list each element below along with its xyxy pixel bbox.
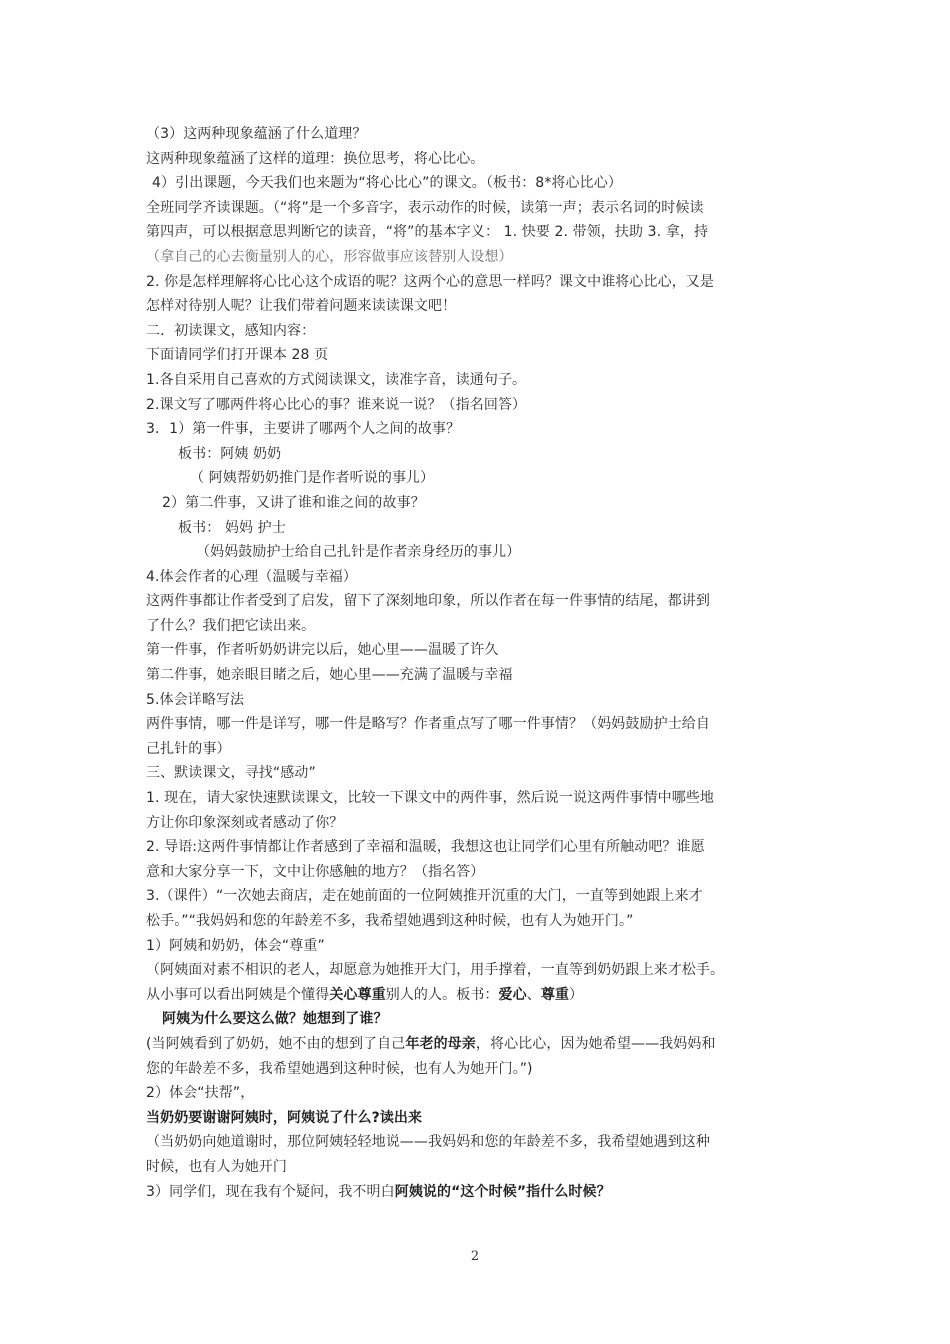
text-line: 两件事情，哪一件是详写，哪一件是略写？作者重点写了哪一件事情？（妈妈鼓励护士给自 xyxy=(146,716,710,733)
text-line: 5.体会详略写法 xyxy=(146,691,245,708)
section-heading: 三、默读课文，寻找“感动” xyxy=(146,765,316,782)
text-line xyxy=(146,1032,826,1057)
text-line: （妈妈鼓励护士给自己扎针是作者亲身经历的事儿） xyxy=(196,544,521,561)
text-line: 这两件事都让作者受到了启发，留下了深刻地印象，所以作者在每一件事情的结尾，都讲到 xyxy=(146,593,710,610)
board-note: 板书： 妈妈 护士 xyxy=(178,519,286,536)
emphasis-line: 阿姨为什么要这么做？她想到了谁？ xyxy=(162,1011,388,1028)
text-line: （当奶奶向她道谢时，那位阿姨轻轻地说——我妈妈和您的年龄差不多，我希望她遇到这种 xyxy=(146,1134,710,1151)
text-line: 怎样对待别人呢？让我们带着问题来读读课文吧！ xyxy=(146,298,457,315)
emphasis-text: 关心尊重 xyxy=(329,986,386,1003)
text-line: 2）第二件事，又讲了谁和谁之间的故事？ xyxy=(162,494,425,511)
text-line: 您的年龄差不多，我希望她遇到这种时候，也有人为她开门。”) xyxy=(146,1060,533,1077)
text-line: 了什么？我们把它读出来。 xyxy=(146,617,316,634)
text-line: （阿姨面对素不相识的老人，却愿意为她推开大门，用手撑着，一直等到奶奶跟上来才松手。 xyxy=(146,962,725,979)
text-line: 4.体会作者的心理（温暖与幸福） xyxy=(146,568,357,585)
text-line: 这两种现象蕴涵了这样的道理：换位思考，将心比心。 xyxy=(146,150,485,167)
text-line: （ 阿姨帮奶奶推门是作者听说的事儿） xyxy=(190,470,435,487)
text-line: 1.各自采用自己喜欢的方式阅读课文，读准字音，读通句子。 xyxy=(146,371,527,388)
text-segment: 别人的人。板书： xyxy=(385,986,499,1003)
emphasis-text: 阿姨说的“这个时候”指什么时候？ xyxy=(394,1183,611,1200)
text-line: 方让你印象深刻或者感动了你？ xyxy=(146,814,344,831)
text-line: 2. 导语:这两件事情都让作者感到了幸福和温暖，我想这也让同学们心里有所触动吧？谁愿 xyxy=(146,839,705,856)
text-line: 3.（课件）“一次她去商店，走在她前面的一位阿姨推开沉重的大门，一直等到她跟上来才 xyxy=(146,888,703,905)
text-line: 4）引出课题，今天我们也来题为“将心比心”的课文。（板书：8*将心比心） xyxy=(152,175,622,192)
text-segment: 3）同学们，现在我有个疑问，我不明白 xyxy=(146,1183,395,1200)
text-line: 松手。”“我妈妈和您的年龄差不多，我希望她遇到这种时候，也有人为她开门。” xyxy=(146,913,634,929)
text-line: 3．1）第一件事，主要讲了哪两个人之间的故事？ xyxy=(146,421,461,438)
emphasis-text: 爱心 xyxy=(498,986,527,1003)
text-line: 全班同学齐读课题。（“将”是一个多音字，表示动作的时候，读第一声；表示名词的时候读 xyxy=(146,199,704,216)
text-segment: 、 xyxy=(526,986,541,1003)
text-segment: (当阿姨看到了奶奶，她不由的想到了自己 xyxy=(146,1035,406,1052)
text-line xyxy=(146,983,826,1008)
text-line: 第四声，可以根据意思判断它的读音，“将”的基本字义： 1. 快要 2. 带领，扶助 3. 拿，持 xyxy=(146,224,709,241)
text-line: 意和大家分享一下，文中让你感触的地方？（指名答） xyxy=(146,863,485,880)
page-number: 2 xyxy=(470,1249,480,1264)
text-line: 2）体会“扶帮”， xyxy=(146,1085,255,1102)
text-line: 2.课文写了哪两件将心比心的事？谁来说一说？（指名回答） xyxy=(146,396,527,413)
text-line: （3）这两种现象蕴涵了什么道理？ xyxy=(146,126,367,142)
text-line: 1. 现在，请大家快速默读课文，比较一下课文中的两件事，然后说一说这两件事情中哪些地 xyxy=(146,790,715,807)
text-line: （拿自己的心去衡量别人的心，形容做事应该替别人设想） xyxy=(146,248,513,265)
text-line: 2. 你是怎样理解将心比心这个成语的呢？这两个心的意思一样吗？课文中谁将心比心，又是 xyxy=(146,273,715,290)
text-line: 时候，也有人为她开门 xyxy=(146,1158,287,1175)
text-segment: ） xyxy=(569,986,584,1003)
text-line: 下面请同学们打开课本 28 页 xyxy=(146,347,329,364)
emphasis-text: 年老的母亲 xyxy=(405,1035,476,1052)
text-line xyxy=(146,1180,826,1205)
emphasis-line: 当奶奶要谢谢阿姨时，阿姨说了什么?读出来 xyxy=(146,1109,423,1126)
text-line: 1）阿姨和奶奶，体会“尊重” xyxy=(146,937,325,954)
text-segment: 从小事可以看出阿姨是个懂得 xyxy=(146,986,330,1003)
text-line: 第二件事，她亲眼目睹之后，她心里——充满了温暖与幸福 xyxy=(146,667,513,684)
text-line: 第一件事，作者听奶奶讲完以后，她心里——温暖了许久 xyxy=(146,642,499,659)
document-body xyxy=(146,122,826,1204)
emphasis-text: 尊重 xyxy=(540,986,570,1003)
text-segment: ，将心比心，因为她希望——我妈妈和 xyxy=(475,1035,716,1052)
board-note: 板书：阿姨 奶奶 xyxy=(178,445,282,462)
text-line: 己扎针的事） xyxy=(146,740,231,757)
section-heading: 二．初读课文，感知内容： xyxy=(146,322,316,339)
